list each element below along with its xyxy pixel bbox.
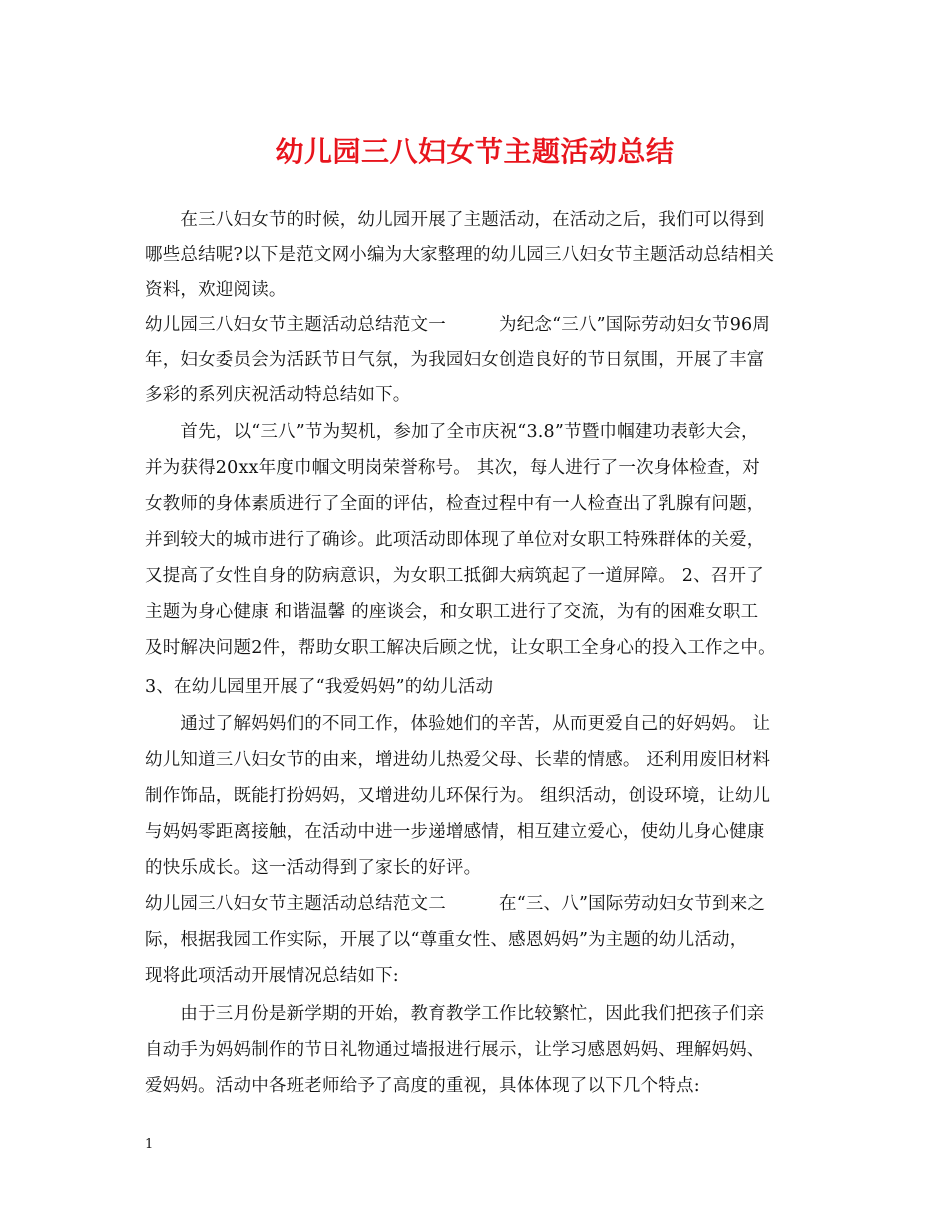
body-line: 女教师的身体素质进行了全面的评估，检查过程中有一人检查出了乳腺有问题，: [145, 494, 765, 514]
body-line: 的快乐成长。这一活动得到了家长的好评。: [145, 858, 482, 878]
body-line: 爱妈妈。活动中各班老师给予了高度的重视，具体体现了以下几个特点:: [145, 1076, 700, 1096]
body-line: 3、在幼儿园里开展了“我爱妈妈”的幼儿活动: [145, 677, 494, 697]
body-line: 主题为身心健康 和谐温馨 的座谈会，和女职工进行了交流，为有的困难女职工: [145, 602, 759, 622]
body-line: 在三八妇女节的时候，幼儿园开展了主题活动，在活动之后，我们可以得到: [145, 210, 765, 230]
body-line: 现将此项活动开展情况总结如下:: [145, 966, 399, 986]
body-line: 资料，欢迎阅读。: [145, 280, 287, 300]
body-line: 哪些总结呢?以下是范文网小编为大家整理的幼儿园三八妇女节主题活动总结相关: [145, 245, 775, 265]
body-line: 自动手为妈妈制作的节日礼物通过墙报进行展示，让学习感恩妈妈、理解妈妈、: [145, 1040, 765, 1060]
body-line: 与妈妈零距离接触，在活动中进一步递增感情，相互建立爱心，使幼儿身心健康: [145, 822, 765, 842]
document-title: 幼儿园三八妇女节主题活动总结: [275, 135, 675, 168]
page-number: 1: [145, 1137, 154, 1152]
body-line: 年，妇女委员会为活跃节日气氛，为我园妇女创造良好的节日氛围，开展了丰富: [145, 350, 765, 370]
body-line: 多彩的系列庆祝活动特总结如下。: [145, 385, 411, 405]
body-line: 际，根据我园工作实际，开展了以“尊重女性、感恩妈妈”为主题的幼儿活动，: [145, 930, 748, 950]
body-line: 幼儿园三八妇女节主题活动总结范文二 在“三、八”国际劳动妇女节到来之: [145, 894, 766, 914]
body-line: 通过了解妈妈们的不同工作，体验她们的辛苦，从而更爱自己的好妈妈。 让: [145, 714, 771, 734]
body-line: 又提高了女性自身的防病意识，为女职工抵御大病筑起了一道屏障。 2、召开了: [145, 566, 764, 586]
body-line: 由于三月份是新学期的开始，教育教学工作比较繁忙，因此我们把孩子们亲: [145, 1004, 765, 1024]
body-line: 并到较大的城市进行了确诊。此项活动即体现了单位对女职工特殊群体的关爱，: [145, 530, 765, 550]
body-line: 幼儿知道三八妇女节的由来，增进幼儿热爱父母、长辈的情感。 还利用废旧材料: [145, 750, 771, 770]
body-line: 幼儿园三八妇女节主题活动总结范文一 为纪念“三八”国际劳动妇女节96周: [145, 315, 771, 335]
body-line: 及时解决问题2件，帮助女职工解决后顾之忧，让女职工全身心的投入工作之中。: [145, 638, 776, 658]
body-line: 制作饰品，既能打扮妈妈，又增进幼儿环保行为。 组织活动，创设环境，让幼儿: [145, 786, 771, 806]
body-line: 首先，以“三八”节为契机，参加了全市庆祝“3.8”节暨巾帼建功表彰大会，: [145, 422, 759, 442]
body-line: 并为获得20xx年度巾帼文明岗荣誉称号。 其次，每人进行了一次身体检查，对: [145, 458, 760, 478]
